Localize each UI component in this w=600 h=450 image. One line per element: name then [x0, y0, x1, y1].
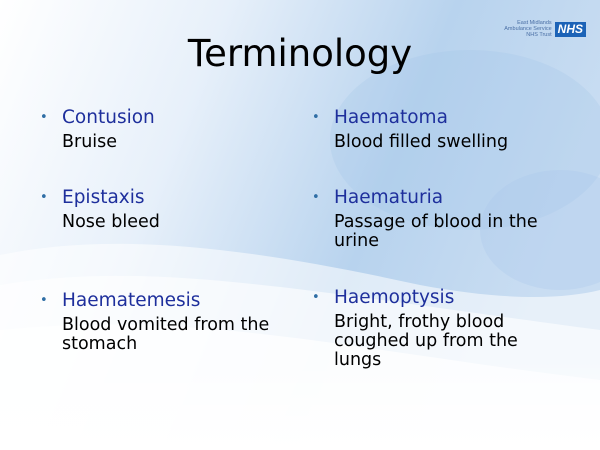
bullet-icon: • — [40, 293, 48, 308]
term-name: Haematemesis — [62, 290, 201, 311]
bullet-icon: • — [312, 110, 320, 125]
term-name: Haematuria — [334, 187, 444, 208]
term-definition: Blood filled swelling — [334, 132, 509, 152]
term-item — [312, 187, 567, 251]
trust-name-line3: NHS Trust — [526, 32, 552, 39]
term-definition: Bright, frothy blood coughed up from the lungs — [334, 312, 518, 370]
trust-name-line1: East Midlands — [517, 20, 552, 26]
term-name: Contusion — [62, 107, 155, 128]
term-item — [312, 107, 582, 152]
term-item — [40, 107, 280, 152]
term-item — [40, 187, 280, 232]
bullet-icon: • — [312, 290, 320, 305]
bullet-icon: • — [40, 110, 48, 125]
term-definition: Blood vomited from the stomach — [62, 315, 270, 354]
term-item — [40, 290, 280, 354]
slide-title: Terminology — [187, 32, 413, 75]
term-item — [312, 287, 567, 370]
bullet-icon: • — [312, 190, 320, 205]
term-definition: Bruise — [62, 132, 118, 152]
nhs-badge: NHS — [555, 22, 586, 37]
term-definition: Passage of blood in the urine — [334, 212, 538, 251]
term-name: Haemoptysis — [334, 287, 455, 308]
trust-name-line2: Ambulance Service — [504, 26, 552, 33]
term-name: Haematoma — [334, 107, 448, 128]
term-definition: Nose bleed — [62, 212, 160, 232]
term-name: Epistaxis — [62, 187, 145, 208]
bullet-icon: • — [40, 190, 48, 205]
